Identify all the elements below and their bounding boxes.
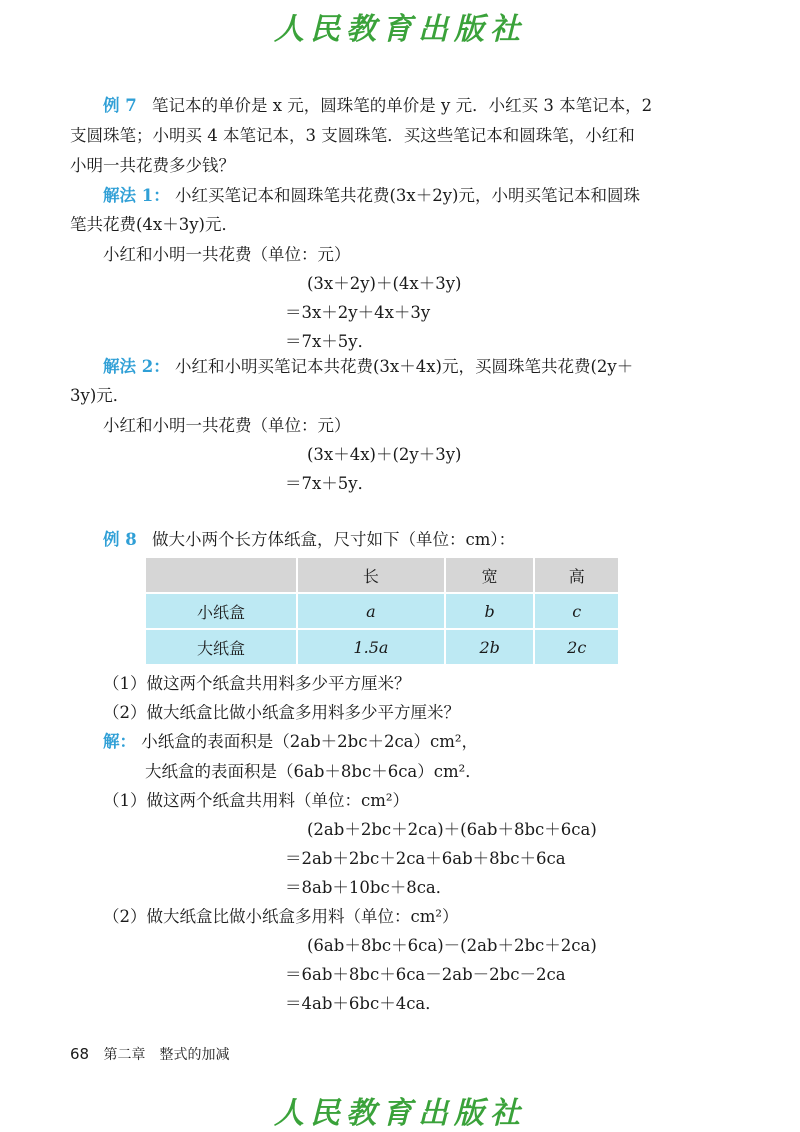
part-2-equation-1: (6ab＋8bc＋6ca)－(2ab＋2bc＋2ca) [307,936,597,955]
example-7-label: 例 7 [103,96,137,115]
question-1: （1）做这两个纸盒共用料多少平方厘米？ [103,674,411,693]
example-7-line-1 [103,94,652,118]
solution-1-equation-3: ＝7x＋5y． [285,332,375,351]
solution-1-equation-1: (3x＋2y)＋(4x＋3y) [307,274,462,293]
solution-1-label: 解法 1： [103,186,170,205]
solution-1-line-3: 小红和小明一共花费（单位：元） [103,245,351,264]
table-cell: 大纸盒 [145,629,297,665]
part-2-equation-2: ＝6ab＋8bc＋6ca－2ab－2bc－2ca [285,965,566,984]
part-1-equation-3: ＝8ab＋10bc＋8ca． [285,878,453,897]
table-cell: a [297,593,445,629]
solution-1-line-1 [103,184,640,208]
question-2: （2）做大纸盒比做小纸盒多用料多少平方厘米？ [103,703,460,722]
example-8-line-1 [103,528,515,552]
solution-2-line-1 [103,355,633,379]
example-8-text-1: 做大小两个长方体纸盒，尺寸如下（单位：cm）： [151,530,516,549]
solution-1-equation-2: ＝3x＋2y＋4x＋3y [285,303,431,322]
table-header-cell: 长 [297,557,445,593]
chapter-title: 第二章 整式的加减 [103,1047,230,1063]
solution-2-line-3: 小红和小明一共花费（单位：元） [103,416,351,435]
table-cell: 小纸盒 [145,593,297,629]
solution-1-text-1: 小红买笔记本和圆珠笔共花费(3x＋2y)元，小明买笔记本和圆珠 [174,186,640,205]
page-number: 68 [70,1045,90,1063]
solution-1-line-2: 笔共花费(4x＋3y)元． [70,215,238,234]
table-cell: 2c [534,629,619,665]
solution-2-line-2: 3y)元． [70,386,130,405]
page-footer [70,1044,230,1064]
table-header-row [145,557,619,593]
solution-2-text-1: 小红和小明买笔记本共花费(3x＋4x)元，买圆珠笔共花费(2y＋ [174,357,634,376]
example-8-solution-label: 解： [103,732,136,751]
table-cell: b [445,593,535,629]
example-8-label: 例 8 [103,530,137,549]
part-2-heading: （2）做大纸盒比做小纸盒多用料（单位：cm²） [103,907,459,926]
part-1-equation-1: (2ab＋2bc＋2ca)＋(6ab＋8bc＋6ca) [307,820,597,839]
table-row [145,629,619,665]
example-8-solution-line-2: 大纸盒的表面积是（6ab＋8bc＋6ca）cm²． [145,762,482,781]
part-1-equation-2: ＝2ab＋2bc＋2ca＋6ab＋8bc＋6ca [285,849,566,868]
table-cell: c [534,593,619,629]
solution-2-label: 解法 2： [103,357,170,376]
table-header-cell: 高 [534,557,619,593]
solution-2-equation-2: ＝7x＋5y． [285,474,375,493]
part-1-heading: （1）做这两个纸盒共用料（单位：cm²） [103,791,409,810]
table-cell: 2b [445,629,535,665]
table-header-cell [145,557,297,593]
example-7-line-2: 支圆珠笔；小明买 4 本笔记本，3 支圆珠笔．买这些笔记本和圆珠笔，小红和 [70,126,635,145]
table-header-cell: 宽 [445,557,535,593]
table-row [145,593,619,629]
dimensions-table [144,556,620,666]
solution-2-equation-1: (3x＋4x)＋(2y＋3y) [307,445,462,464]
table-cell: 1.5a [297,629,445,665]
example-7-line-3: 小明一共花费多少钱？ [70,156,235,175]
publisher-watermark-bottom: 人民教育出版社 [274,1096,526,1131]
publisher-watermark-top: 人民教育出版社 [274,12,526,47]
example-7-text-1: 笔记本的单价是 x 元，圆珠笔的单价是 y 元．小红买 3 本笔记本，2 [151,96,653,115]
example-8-solution-line-1 [103,730,478,754]
example-8-solution-text-1: 小纸盒的表面积是（2ab＋2bc＋2ca）cm²， [141,732,479,751]
part-2-equation-3: ＝4ab＋6bc＋4ca． [285,994,442,1013]
